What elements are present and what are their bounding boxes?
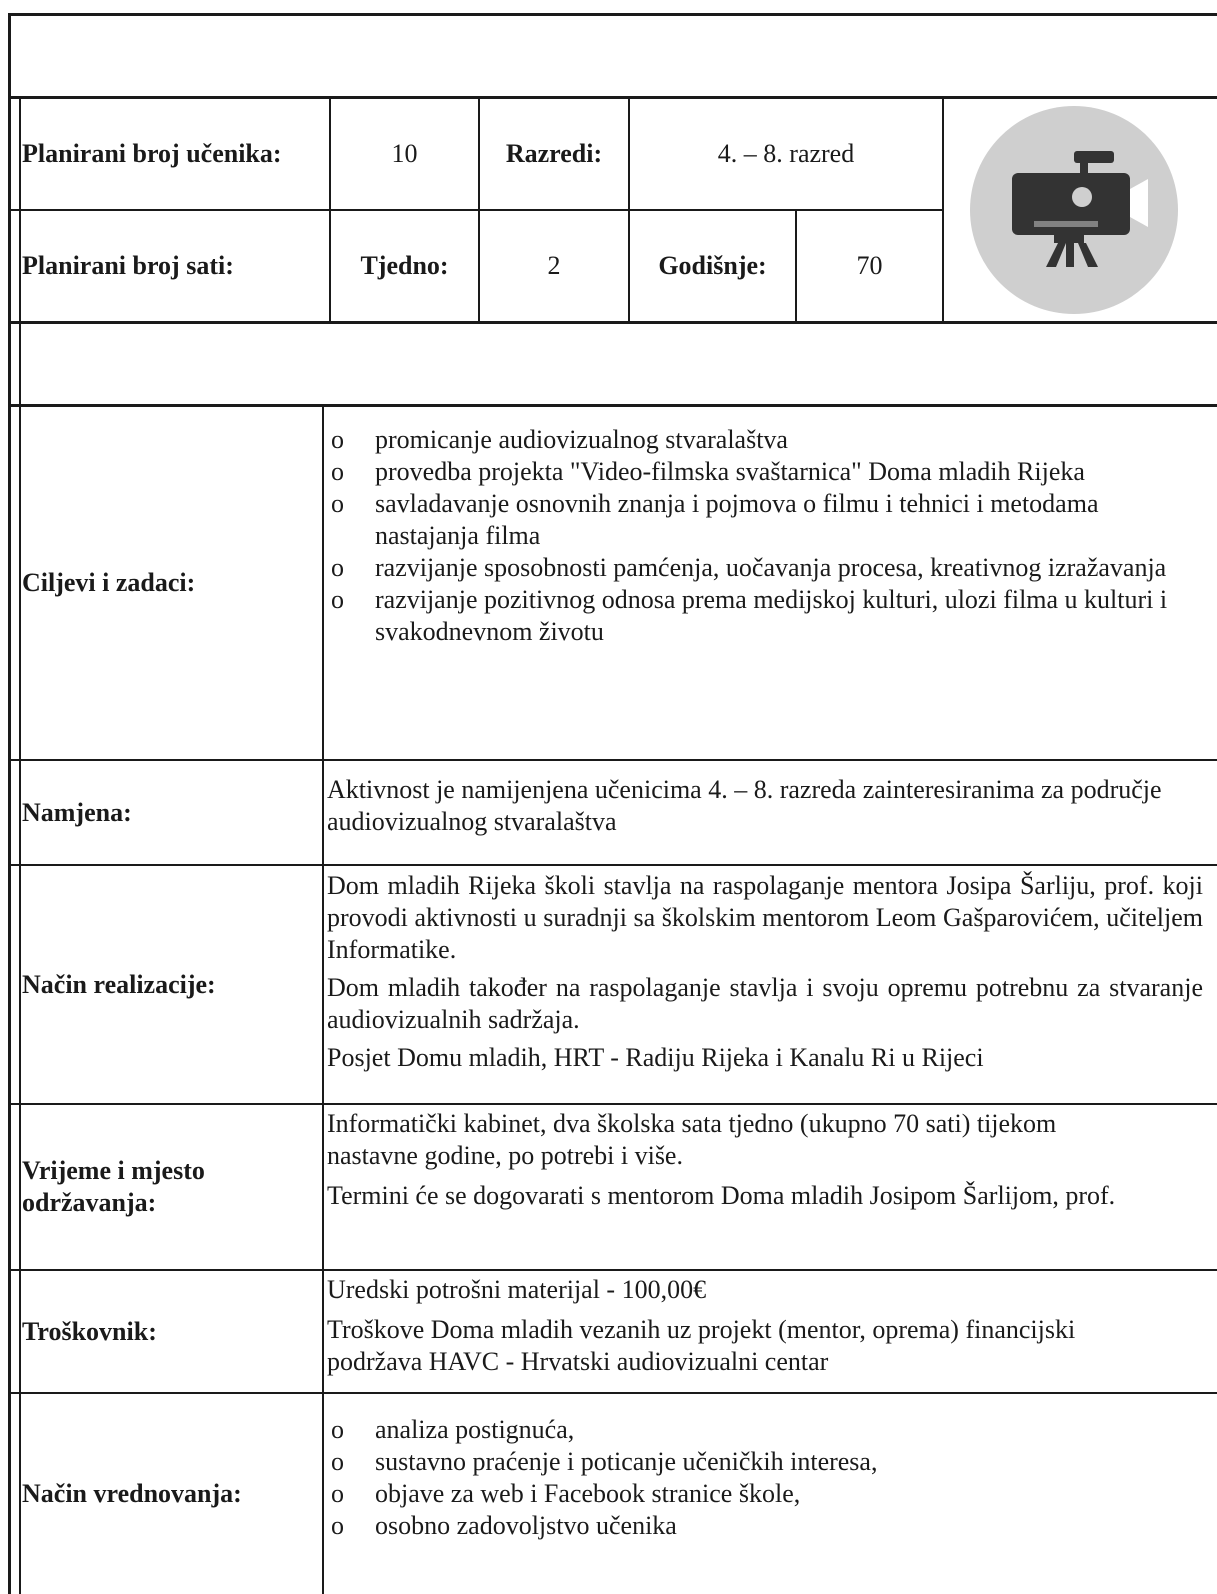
evaluation-content — [327, 1414, 1203, 1542]
realization-paragraph-2: Dom mladih također na raspolaganje stavlja i svoju opremu potrebnu za stvaranje audiovizualnih sadržaja. — [327, 973, 1203, 1034]
evaluation-list — [327, 1414, 1203, 1542]
weekly-label: Tjedno: — [360, 251, 449, 280]
costs-paragraph-1: Uredski potrošni materijal - 100,00€ — [327, 1275, 707, 1304]
list-item: o osobno zadovoljstvo učenika — [331, 1511, 677, 1540]
yearly-value: 70 — [856, 251, 883, 280]
realization-paragraph-1: Dom mladih Rijeka školi stavlja na raspolaganje mentora Josipa Šarliju, prof. koji provodi aktivnosti u suradnji sa školskim mentorom Leom Gašparovićem, učiteljem Informatike. — [327, 871, 1203, 964]
goals-label: Ciljevi i zadaci: — [22, 568, 196, 597]
video-camera-icon — [962, 99, 1182, 321]
list-item: o razvijanje sposobnosti pamćenja, uočavanja procesa, kreativnog izražavanja — [331, 553, 1167, 582]
costs-label: Troškovnik: — [22, 1316, 157, 1346]
time-place-content — [327, 1108, 1203, 1212]
time-place-paragraph-1: Informatički kabinet, dva školska sata tjedno (ukupno 70 sati) tijekom nastavne godine, po potrebi i više. — [327, 1109, 1057, 1170]
list-item: o sustavno praćenje i poticanje učeničkih interesa, — [331, 1447, 878, 1476]
yearly-label: Godišnje: — [658, 251, 767, 280]
list-item: o razvijanje pozitivnog odnosa prema medijskoj kulturi, ulozi filma u kulturi i svakodnevnom životu — [331, 585, 1168, 646]
evaluation-label: Način vrednovanja: — [22, 1479, 242, 1508]
costs-content — [327, 1274, 1203, 1378]
list-item: o promicanje audiovizualnog stvaralaštva — [331, 425, 788, 454]
goals-content — [327, 424, 1203, 648]
list-item: o objave za web i Facebook stranice škole, — [331, 1479, 801, 1508]
time-place-paragraph-2: Termini će se dogovarati s mentorom Doma mladih Josipom Šarlijom, prof. — [327, 1181, 1116, 1210]
purpose-text: Aktivnost je namijenjena učenicima 4. – 8. razreda zainteresiranima za područje audiovizualnog stvaralaštva — [327, 775, 1162, 836]
list-item: o analiza postignuća, — [331, 1415, 575, 1444]
realization-paragraph-3: Posjet Domu mladih, HRT - Radiju Rijeka i Kanalu Ri u Rijeci — [327, 1043, 984, 1072]
realization-content — [327, 870, 1203, 1074]
list-item: o provedba projekta "Video-filmska svaštarnica" Doma mladih Rijeka — [331, 457, 1085, 486]
time-place-label: Vrijeme i mjesto održavanja: — [22, 1156, 205, 1217]
goals-list — [327, 424, 1203, 648]
costs-paragraph-2: Troškove Doma mladih vezanih uz projekt (mentor, oprema) financijski podržava HAVC - Hrvatski audiovizualni centar — [327, 1315, 1076, 1376]
planned-students-label: Planirani broj učenika: — [22, 139, 282, 168]
planned-hours-label: Planirani broj sati: — [22, 251, 234, 280]
list-item: o savladavanje osnovnih znanja i pojmova o filmu i tehnici i metodama nastajanja filma — [331, 489, 1099, 550]
grades-value: 4. – 8. razred — [717, 139, 855, 168]
weekly-value: 2 — [547, 251, 561, 280]
grades-label: Razredi: — [505, 139, 603, 168]
planned-students-value: 10 — [391, 139, 418, 168]
realization-label: Način realizacije: — [22, 969, 216, 999]
purpose-label: Namjena: — [22, 797, 132, 827]
